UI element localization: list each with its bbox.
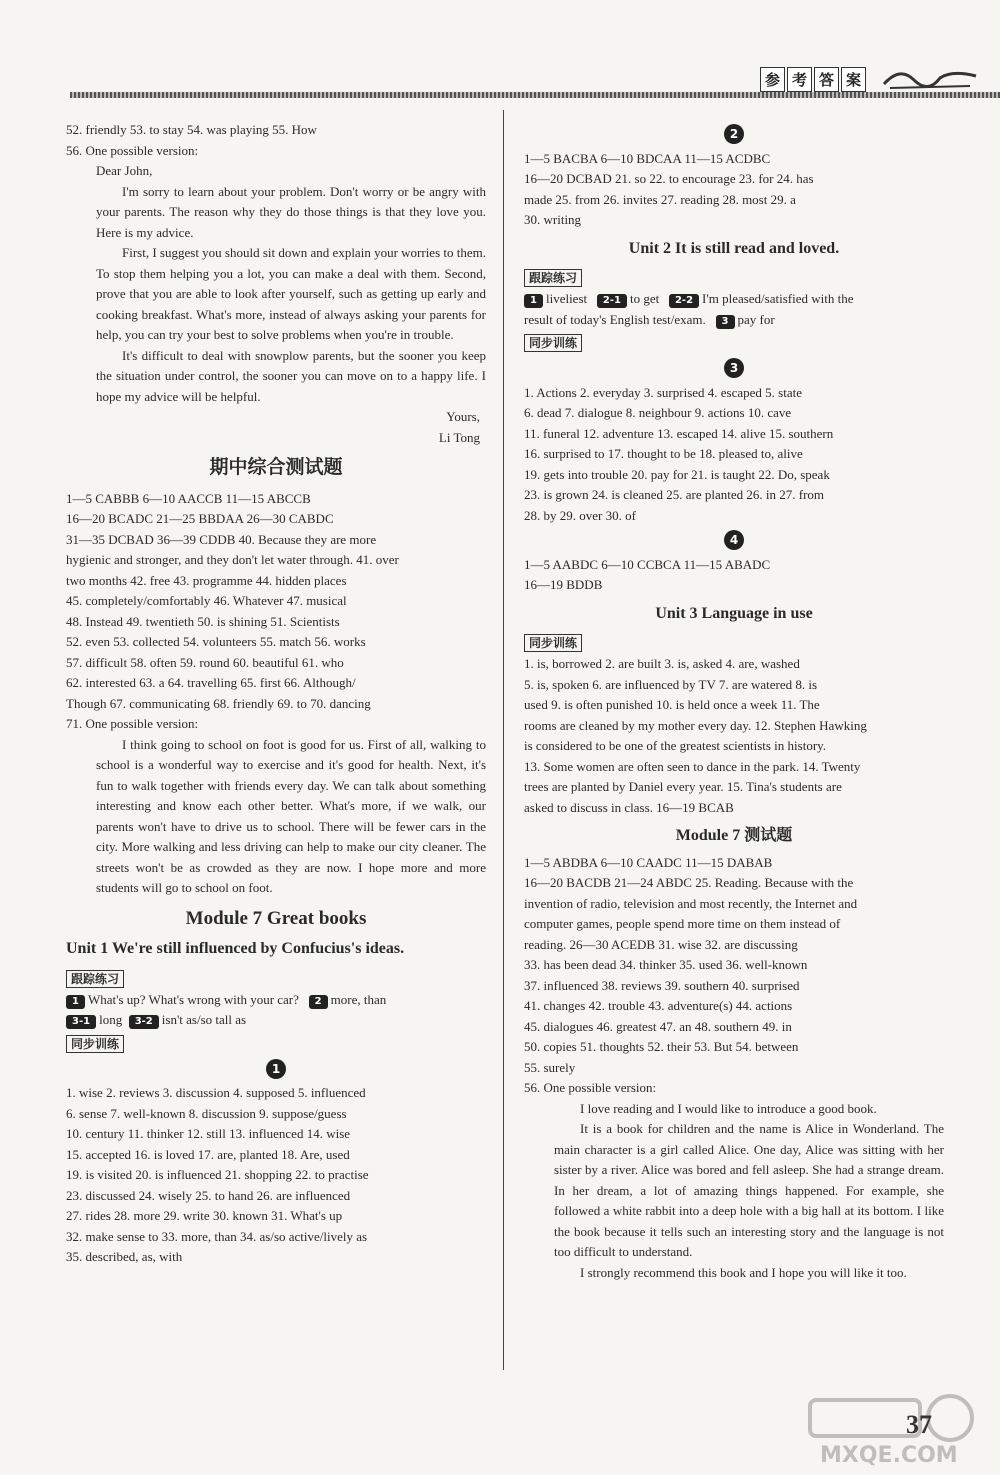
- header-title: [760, 66, 868, 92]
- unit-title: Unit 1 We're still influenced by Confucius's ideas.: [66, 940, 405, 957]
- section-tag-sync: 同步训练: [66, 1035, 124, 1053]
- item-label: 1: [66, 995, 85, 1009]
- track-line: [524, 289, 944, 310]
- watermark-logo-icon: [800, 1390, 990, 1470]
- answer-line: 16—20 DCBAD 21. so 22. to encourage 23. for 24. has: [524, 171, 814, 186]
- answer-line: 27. rides 28. more 29. write 30. known 31. What's up: [66, 1208, 343, 1223]
- salutation: Dear John,: [96, 163, 153, 178]
- answer-line: hygienic and stronger, and they don't let water through. 41. over: [66, 552, 399, 567]
- answer-line: 33. has been dead 34. thinker 35. used 36. well-known: [524, 957, 808, 972]
- answer-line: 55. surely: [524, 1059, 576, 1075]
- unit-title: Unit 3 Language in use: [655, 604, 813, 622]
- letter-closing: Yours,: [446, 409, 480, 424]
- essay-paragraph: I love reading and I would like to introduce a good book.: [580, 1100, 877, 1116]
- header-char: 参: [760, 67, 785, 92]
- essay-paragraph: I strongly recommend this book and I hope you will like it too.: [580, 1264, 907, 1280]
- answer-line: 16—20 BCADC 21—25 BBDAA 26—30 CABDC: [66, 511, 334, 526]
- answer-line: 56. One possible version:: [66, 142, 199, 158]
- answer-line: 6. sense 7. well-known 8. discussion 9. suppose/guess: [66, 1105, 347, 1121]
- section-tag-sync: 同步训练: [524, 634, 582, 652]
- answer-line: asked to discuss in class. 16—19 BCAB: [524, 799, 734, 815]
- track-answer: result of today's English test/exam.: [524, 311, 706, 327]
- watermark: [800, 1390, 990, 1470]
- track-answer: I'm pleased/satisfied with the: [702, 291, 854, 306]
- answer-line: 32. make sense to 33. more, than 34. as/so active/lively as: [66, 1228, 368, 1244]
- answer-line: 56. One possible version:: [524, 1080, 657, 1095]
- circle-number-icon: 2: [724, 124, 744, 144]
- watermark-text: MXQE.COM: [820, 1443, 958, 1468]
- letter-paragraph: First, I suggest you should sit down and explain your worries to them. To stop them helping you a lot, you can make a deal with them. Second, prove that you are able to look after yourself, such as getting up early and cooking breakfast. What's more, instead of always asking your parents for help, you can try your best to solve problems when you're in trouble.: [96, 245, 486, 342]
- module-test-title: Module 7 测试题: [675, 827, 793, 844]
- section-tag-track: 跟踪练习: [66, 970, 124, 988]
- track-answer: to get: [629, 291, 660, 306]
- item-label: 2-1: [597, 294, 627, 308]
- answer-line: 6. dead 7. dialogue 8. neighbour 9. actions 10. cave: [524, 405, 792, 420]
- section-tag-sync: 同步训练: [524, 334, 582, 352]
- answer-line: 48. Instead 49. twentieth 50. is shining 51. Scientists: [66, 613, 340, 629]
- answer-line: 1—5 AABDC 6—10 CCBCA 11—15 ABADC: [524, 556, 771, 572]
- answer-line: 45. completely/comfortably 46. Whatever 47. musical: [66, 593, 347, 608]
- answer-line: 31—35 DCBAD 36—39 CDDB 40. Because they are more: [66, 531, 377, 547]
- unit-title: Unit 2 It is still read and loved.: [628, 239, 840, 257]
- circle-number-icon: 3: [724, 358, 744, 378]
- header-char: 考: [787, 67, 812, 92]
- section-number: [524, 124, 944, 145]
- section-number: [524, 358, 944, 379]
- answer-line: 52. even 53. collected 54. volunteers 55. match 56. works: [66, 634, 366, 649]
- answer-line: 28. by 29. over 30. of: [524, 507, 636, 523]
- answer-line: invention of radio, television and most recently, the Internet and: [524, 895, 858, 911]
- circle-number-icon: 4: [724, 530, 744, 550]
- track-answer: What's up? What's wrong with your car?: [87, 991, 299, 1007]
- midterm-title: 期中综合测试题: [209, 457, 343, 478]
- essay-paragraph: It is a book for children and the name is Alice in Wonderland. The main character is a girl called Alice. One day, Alice was sitting with her sister by a river. Alice was bored and fell asleep. She had a strange dream. In her dream, a lot of amazing things happened. For example, she followed a white rabbit into a deep hole with a big hall at its bottom. I like the book because it tells such an interesting story and the language is not too difficult to understand.: [554, 1121, 944, 1259]
- item-label: 3-1: [66, 1015, 96, 1029]
- answer-line: 11. funeral 12. adventure 13. escaped 14. alive 15. southern: [524, 425, 834, 441]
- answer-line: Though 67. communicating 68. friendly 69. to 70. dancing: [66, 695, 371, 711]
- answer-line: 23. discussed 24. wisely 25. to hand 26. are influenced: [66, 1187, 351, 1203]
- item-label: 1: [524, 294, 543, 308]
- letter-paragraph: It's difficult to deal with snowplow parents, but the sooner you keep the situation under control, the sooner you can move on to a happy life. I hope my advice will be helpful.: [96, 347, 486, 404]
- answer-line: 45. dialogues 46. greatest 47. an 48. southern 49. in: [524, 1018, 792, 1034]
- right-column: [524, 120, 944, 1283]
- answer-line: 5. is, spoken 6. are influenced by TV 7. are watered 8. is: [524, 676, 818, 692]
- answer-line: used 9. is often punished 10. is held once a week 11. The: [524, 697, 820, 712]
- track-answer: pay for: [737, 311, 775, 327]
- answer-line: rooms are cleaned by my mother every day. 12. Stephen Hawking: [524, 717, 867, 733]
- track-answer: liveliest: [545, 291, 588, 306]
- page-number: 37: [906, 1410, 932, 1439]
- answer-line: 13. Some women are often seen to dance in the park. 14. Twenty: [524, 758, 861, 774]
- item-label: 2-2: [669, 294, 699, 308]
- answer-line: 71. One possible version:: [66, 716, 199, 731]
- answer-line: 41. changes 42. trouble 43. adventure(s) 44. actions: [524, 998, 793, 1013]
- track-answer: more, than: [330, 991, 387, 1007]
- column-divider: [503, 110, 504, 1370]
- answer-line: 19. is visited 20. is influenced 21. shopping 22. to practise: [66, 1167, 369, 1182]
- letter-paragraph: I'm sorry to learn about your problem. Don't worry or be angry with your parents. The reason why they do those things is that they love you. Here is my advice.: [96, 183, 486, 240]
- track-line: [524, 310, 944, 331]
- answer-line: 50. copies 51. thoughts 52. their 53. But 54. between: [524, 1039, 799, 1054]
- answer-line: 19. gets into trouble 20. pay for 21. is taught 22. Do, speak: [524, 466, 830, 482]
- header-rule: [70, 92, 1000, 98]
- item-label: 3: [716, 315, 735, 329]
- section-number: [66, 1059, 486, 1080]
- answer-line: 23. is grown 24. is cleaned 25. are planted 26. in 27. from: [524, 487, 825, 502]
- answer-line: computer games, people spend more time on them instead of: [524, 916, 841, 931]
- item-label: 3-2: [129, 1015, 159, 1029]
- header-char: 案: [841, 67, 866, 92]
- answer-line: 16—20 BACDB 21—24 ABDC 25. Reading. Because with the: [524, 875, 854, 890]
- answer-line: 1. wise 2. reviews 3. discussion 4. supposed 5. influenced: [66, 1085, 366, 1100]
- circle-number-icon: 1: [266, 1059, 286, 1079]
- answer-line: 16. surprised to 17. thought to be 18. pleased to, alive: [524, 446, 803, 461]
- section-number: [524, 530, 944, 551]
- letter-signature: Li Tong: [438, 429, 480, 445]
- track-line: [66, 1010, 486, 1031]
- answer-line: made 25. from 26. invites 27. reading 28. most 29. a: [524, 191, 796, 207]
- header-logo: [880, 60, 980, 101]
- logo-icon: [880, 60, 980, 94]
- essay-paragraph: I think going to school on foot is good for us. First of all, walking to school is a wonderful way to exercise and it's good for health. Next, it's fun to walk together with friends every day. We can talk about something interesting and know each other better. What's more, if we walk, our parents won't have to drive us to school. There will be fewer cars in the city. More walking and less driving can help to make our city cleaner. The streets won't be as crowded as they are now. I hope more and more students will go to school on foot.: [96, 736, 486, 895]
- section-tag-track: 跟踪练习: [524, 269, 582, 287]
- answer-line: 15. accepted 16. is loved 17. are, planted 18. Are, used: [66, 1146, 350, 1162]
- answer-line: 1—5 ABDBA 6—10 CAADC 11—15 DABAB: [524, 854, 773, 870]
- answer-line: 52. friendly 53. to stay 54. was playing 55. How: [66, 122, 317, 137]
- answer-line: two months 42. free 43. programme 44. hidden places: [66, 572, 347, 588]
- answer-line: 10. century 11. thinker 12. still 13. influenced 14. wise: [66, 1126, 351, 1141]
- answer-line: is considered to be one of the greatest scientists in history.: [524, 738, 827, 753]
- answer-line: 1. is, borrowed 2. are built 3. is, asked 4. are, washed: [524, 656, 800, 671]
- answer-line: trees are planted by Daniel every year. 15. Tina's students are: [524, 779, 842, 794]
- answer-line: 37. influenced 38. reviews 39. southern 40. surprised: [524, 977, 800, 993]
- answer-line: 16—19 BDDB: [524, 577, 603, 592]
- answer-line: 30. writing: [524, 212, 582, 227]
- answer-line: 1. Actions 2. everyday 3. surprised 4. escaped 5. state: [524, 384, 802, 400]
- answer-line: 62. interested 63. a 64. travelling 65. first 66. Although/: [66, 675, 356, 690]
- track-answer: long: [99, 1012, 123, 1027]
- answer-line: 1—5 BACBA 6—10 BDCAA 11—15 ACDBC: [524, 150, 771, 166]
- header-char: 答: [814, 67, 839, 92]
- track-answer: isn't as/so tall as: [161, 1012, 247, 1027]
- track-line: [66, 990, 486, 1011]
- left-column: [66, 120, 486, 1268]
- answer-line: 57. difficult 58. often 59. round 60. beautiful 61. who: [66, 654, 344, 670]
- answer-line: 35. described, as, with: [66, 1249, 183, 1264]
- answer-line: reading. 26—30 ACEDB 31. wise 32. are discussing: [524, 936, 798, 952]
- answer-line: 1—5 CABBB 6—10 AACCB 11—15 ABCCB: [66, 490, 311, 506]
- module-title: Module 7 Great books: [185, 907, 367, 929]
- item-label: 2: [309, 995, 328, 1009]
